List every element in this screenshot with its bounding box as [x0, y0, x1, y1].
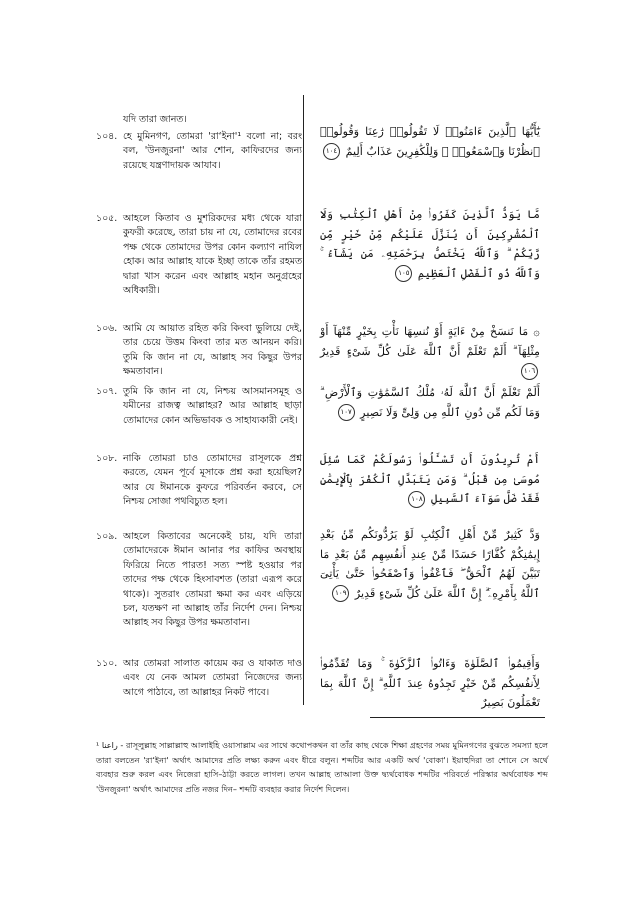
bengali-verse-106	[96, 322, 302, 380]
ayah-number-marker: ١٠٨	[408, 491, 425, 508]
arabic-text: أَلَمْ تَعْلَمْ أَنَّ ٱللَّهَ لَهُۥ مُلْكُ ٱلسَّمَٰوَٰتِ وَٱلْأَرْضِ ۗ وَمَا لَكُم مِّن دُونِ ٱللَّهِ مِن وَلِىٍّ وَلَا نَصِيرٍ	[320, 386, 540, 419]
verse-number: ১১০.	[96, 658, 118, 669]
footnote	[96, 738, 548, 796]
arabic-verse-106	[320, 322, 540, 381]
verse-translation: তুমি কি জান না যে, নিশ্চয় আসমানসমূহ ও যমীনের রাজত্ব আল্লাহর? আর আল্লাহ ছাড়া তোমাদের কোন অভিভাবক ও সাহায্যকারী নেই।	[123, 386, 302, 426]
verse-continuation: যদি তারা জানত।	[123, 114, 187, 125]
verse-translation: আমি যে আয়াত রহিত করি কিংবা ভুলিয়ে দেই, তার চেয়ে উত্তম কিংবা তার মত আনয়ন করি। তুমি কি জান না যে, আল্লাহ সব কিছুর উপর ক্ষমতাবান।	[123, 323, 302, 378]
verse-translation: হে মুমিনগণ, তোমরা 'রা‘ইনা'¹ বলো না; বরং বল, 'উনজুরনা' আর শোন, কাফিরদের জন্য রয়েছে যন্ত্রণাদায়ক আযাব।	[123, 131, 302, 171]
arabic-verse-109	[320, 525, 540, 603]
arabic-verse-104	[320, 122, 540, 161]
verse-number: ১০৮.	[96, 453, 118, 464]
verse-number: ১০৬.	[96, 323, 118, 334]
verse-translation: আর তোমরা সালাত কায়েম কর ও যাকাত দাও এবং যে নেক আমল তোমরা নিজেদের জন্য আগে পাঠাবে, তা আল্লাহর নিকট পাবে।	[123, 658, 302, 698]
arabic-verse-108	[320, 450, 540, 509]
verse-number: ১০৭.	[96, 386, 118, 397]
bengali-verse-110	[96, 657, 302, 700]
ayah-number-marker: ١٠٩	[332, 585, 349, 602]
bengali-verse-107	[96, 385, 302, 428]
arabic-text: ۞ مَا نَنسَخْ مِنْ ءَايَةٍ أَوْ نُنسِهَا نَأْتِ بِخَيْرٍ مِّنْهَآ أَوْ مِثْلِهَآ ۗ أَلَمْ تَعْلَمْ أَنَّ ٱللَّهَ عَلَىٰ كُلِّ شَىْءٍ قَدِيرٌ	[320, 325, 540, 358]
ayah-number-marker: ١٠٤	[323, 143, 340, 160]
footnote-text: রাসূলুল্লাহ সাল্লাল্লাহু আলাইহি ওয়াসাল্লাম এর সাথে কথোপকথন বা তাঁর কাছ থেকে শিক্ষা গ্রহণের সময় মুমিনগণের বুঝতে সমস্যা হলে তারা বলতেন 'রা‘ইনা' অর্থাৎ আমাদের প্রতি লক্ষ্য করুন এবং ধীরে বলুন। শব্দটির আর একটি অর্থ 'বোকা'। ইয়াহুদিরা তা শোনে সে অর্থে ব্যবহার শুরু করল এবং নিজেরা হাসি–ঠাট্টা করতে লাগল। তখন আল্লাহ তাআলা উক্ত দ্ব্যর্থবোধক শব্দটির পরিবর্তে পরিস্কার অর্থবোধক শব্দ 'উনজুরনা' অর্থাৎ আমাদের প্রতি নজর দিন– শব্দটি ব্যবহার করার নির্দেশ দিলেন।	[96, 740, 548, 794]
verse-translation: নাকি তোমরা চাও তোমাদের রাসূলকে প্রশ্ন করতে, যেমন পূর্বে মূসাকে প্রশ্ন করা হয়েছিল? আর যে ঈমানকে কুফরে পরিবর্তন করবে, সে নিশ্চয় সোজা পথবিচ্যুত হল।	[123, 453, 302, 508]
ayah-number-marker: ١٠٧	[338, 404, 355, 421]
arabic-verse-105	[320, 205, 540, 283]
column-divider	[303, 95, 304, 705]
bengali-verse-108	[96, 452, 302, 510]
arabic-text: وَدَّ كَثِيرٌ مِّنْ أَهْلِ ٱلْكِتَٰبِ لَوْ يَرُدُّونَكُم مِّنۢ بَعْدِ إِيمَٰنِكُمْ كُفَّارًا حَسَدًا مِّنْ عِندِ أَنفُسِهِم مِّنۢ بَعْدِ مَا تَبَيَّنَ لَهُمُ ٱلْحَقُّ ۖ فَٱعْفُوا۟ وَٱصْفَحُوا۟ حَتَّىٰ يَأْتِىَ ٱللَّهُ بِأَمْرِهِۦٓ ۗ إِنَّ ٱللَّهَ عَلَىٰ كُلِّ شَىْءٍ قَدِيرٌ	[320, 528, 540, 600]
bengali-verse-105	[96, 212, 302, 298]
ayah-number-marker: ١٠٥	[395, 265, 412, 282]
ayah-number-marker: ١٠٦	[521, 363, 538, 380]
arabic-text: يَٰٓأَيُّهَا ٱلَّذِينَ ءَامَنُوا۟ لَا تَقُولُوا۟ رَٰعِنَا وَقُولُوا۟ ٱنظُرْنَا وَٱسْمَعُوا۟ ۗ وَلِلْكَٰفِرِينَ عَذَابٌ أَلِيمٌ	[320, 125, 540, 158]
verse-number: ১০৯.	[96, 531, 118, 542]
footnote-rule	[370, 717, 545, 718]
footnote-marker: ¹	[96, 740, 100, 750]
verse-translation: আহলে কিতাবের অনেকেই চায়, যদি তারা তোমাদেরকে ঈমান আনার পর কাফির অবস্থায় ফিরিয়ে নিতে পারত! সত্য স্পষ্ট হওয়ার পর তাদের পক্ষ থেকে হিংসাবশত (তারা এরূপ করে থাকে)। সুতরাং তোমরা ক্ষমা কর এবং এড়িয়ে চল, যতক্ষণ না আল্লাহ তাঁর নির্দেশ দেন। নিশ্চয় আল্লাহ সব কিছুর উপর ক্ষমতাবান।	[123, 531, 302, 629]
arabic-verse-110	[320, 654, 540, 713]
arabic-text: أَمْ تُرِيدُونَ أَن تَسْـَٔلُوا۟ رَسُولَكُمْ كَمَا سُئِلَ مُوسَىٰ مِن قَبْلُ ۗ وَمَن يَتَبَدَّلِ ٱلْكُفْرَ بِٱلْإِيمَٰنِ فَقَدْ ضَلَّ سَوَآءَ ٱلسَّبِيلِ	[320, 453, 540, 505]
bengali-verse-109	[96, 530, 302, 631]
arabic-text: مَّا يَوَدُّ ٱلَّذِينَ كَفَرُوا۟ مِنْ أَهْلِ ٱلْكِتَٰبِ وَلَا ٱلْمُشْرِكِينَ أَن يُنَزَّلَ عَلَيْكُم مِّنْ خَيْرٍ مِّن رَّبِّكُمْ ۗ وَٱللَّهُ يَخْتَصُّ بِرَحْمَتِهِۦ مَن يَشَآءُ ۚ وَٱللَّهُ ذُو ٱلْفَضْلِ ٱلْعَظِيمِ	[320, 208, 540, 280]
verse-number: ১০৪.	[96, 131, 118, 142]
verse-number: ১০৫.	[96, 213, 118, 224]
verse-translation: আহলে কিতাব ও মুশরিকদের মধ্য থেকে যারা কুফরী করেছে, তারা চায় না যে, তোমাদের রবের পক্ষ থেকে তোমাদের উপর কোন কল্যাণ নাযিল হোক। আর আল্লাহ যাকে ইচ্ছা তাকে তাঁর রহমত দ্বারা খাস করেন এবং আল্লাহ মহান অনুগ্রহের অধিকারী।	[123, 213, 302, 297]
bengali-verse-104	[96, 130, 302, 173]
arabic-verse-107	[320, 383, 540, 422]
arabic-text: وَأَقِيمُوا۟ ٱلصَّلَوٰةَ وَءَاتُوا۟ ٱلزَّكَوٰةَ ۚ وَمَا تُقَدِّمُوا۟ لِأَنفُسِكُم مِّنْ خَيْرٍ تَجِدُوهُ عِندَ ٱللَّهِ ۗ إِنَّ ٱللَّهَ بِمَا تَعْمَلُونَ بَصِيرٌ	[320, 657, 540, 709]
footnote-arabic-word: راعنا -	[101, 740, 124, 750]
